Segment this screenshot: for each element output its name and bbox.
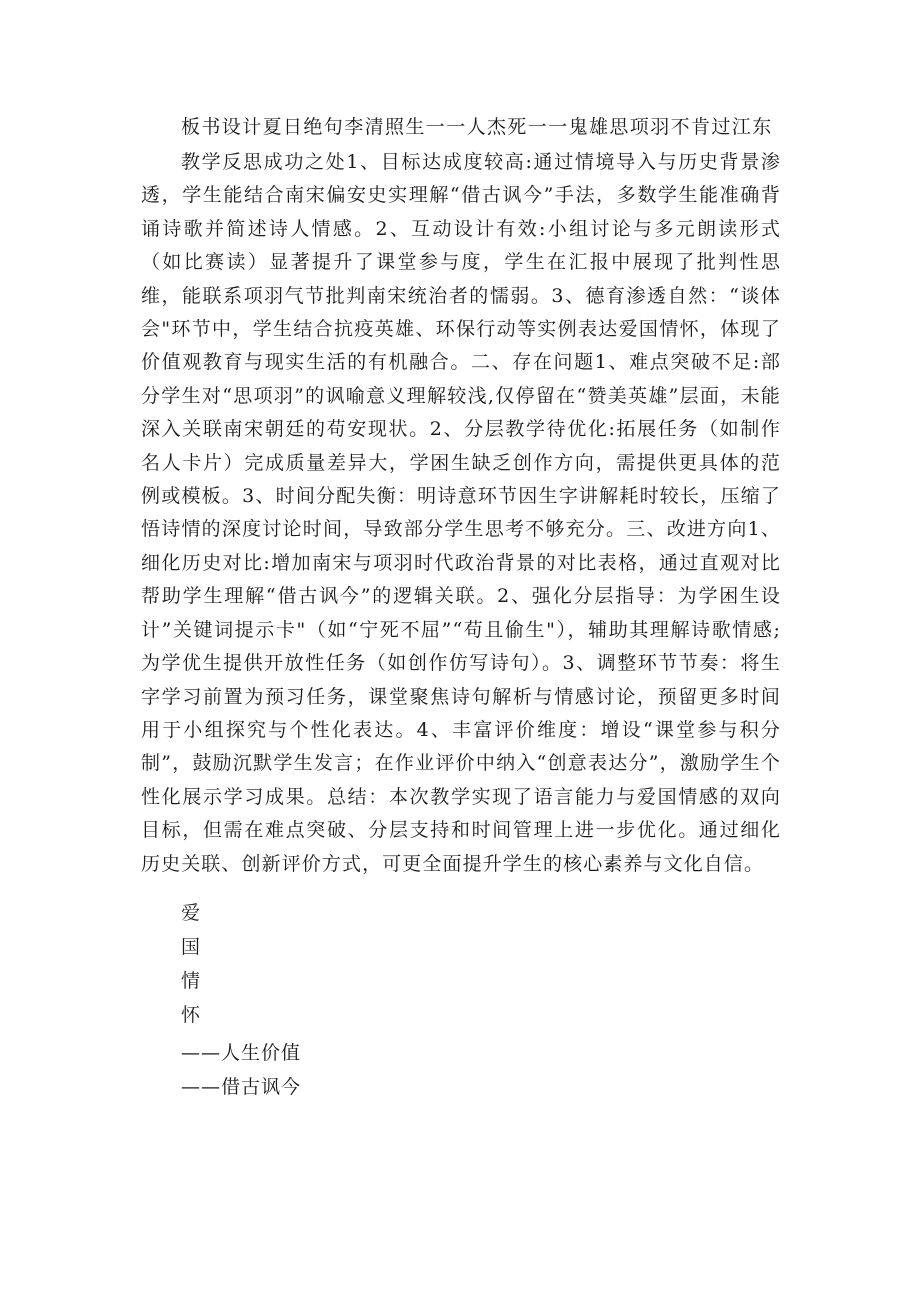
board-theme-line: ——借古讽今 — [181, 1076, 302, 1098]
blackboard-design-line: 板书设计夏日绝句李清照生一一人杰死一一鬼雄思项羽不肯过江东 — [181, 116, 773, 138]
board-theme-lines — [181, 1036, 301, 1104]
board-vertical-char: 国 — [181, 936, 201, 958]
board-theme-line: ——人生价值 — [181, 1042, 302, 1064]
board-vertical-char: 情 — [181, 970, 201, 992]
teaching-reflection-paragraph: 教学反思成功之处1、目标达成度较高:通过情境导入与历史背景渗透，学生能结合南宋偏安史实理解“借古讽今”手法，多数学生能准确背诵诗歌并简述诗人情感。2、互动设计有效:小组讨论与多元朗读形式（如比赛读）显著提升了课堂参与度，学生在汇报中展现了批判性思维，能联系项羽气节批判南宋统治者的懦弱。3、德育渗透自然：“谈体会"环节中，学生结合抗疫英雄、环保行动等实例表达爱国情怀，体现了价值观教育与现实生活的有机融合。二、存在问题1、难点突破不足:部分学生对“思项羽”的讽喻意义理解较浅,仅停留在“赞美英雄”层面，未能深入关联南宋朝廷的苟安现状。2、分层教学待优化:拓展任务（如制作名人卡片）完成质量差异大，学困生缺乏创作方向，需提供更具体的范例或模板。3、时间分配失衡：明诗意环节因生字讲解耗时较长，压缩了悟诗情的深度讨论时间，导致部分学生思考不够充分。三、改进方向1、细化历史对比:增加南宋与项羽时代政治背景的对比表格，通过直观对比帮助学生理解“借古讽今”的逻辑关联。2、强化分层指导：为学困生设计”关键词提示卡"（如“宁死不屈”“苟且偷生"），辅助其理解诗歌情感;为学优生提供开放性任务（如创作仿写诗句）。3、调整环节节奏：将生字学习前置为预习任务，课堂聚焦诗句解析与情感讨论，预留更多时间用于小组探究与个性化表达。4、丰富评价维度：增设“课堂参与积分制”，鼓励沉默学生发言；在作业评价中纳入“创意表达分”，激励学生个性化展示学习成果。总结：本次教学实现了语言能力与爱国情感的双向目标，但需在难点突破、分层支持和时间管理上进一步优化。通过细化历史关联、创新评价方式，可更全面提升学生的核心素养与文化自信。 — [141, 151, 781, 875]
board-vertical-char: 爱 — [181, 902, 201, 924]
board-vertical-title — [181, 896, 200, 1032]
board-vertical-char: 怀 — [181, 1004, 201, 1026]
